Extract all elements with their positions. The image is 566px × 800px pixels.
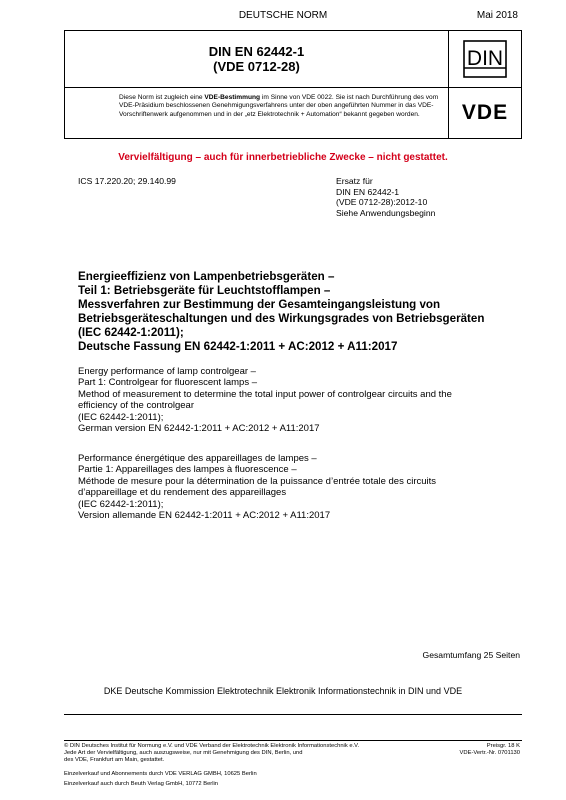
title-french-line: Partie 1: Appareillages des lampes à fluorescence – bbox=[78, 464, 297, 476]
title-english bbox=[78, 366, 528, 434]
title-english-line: efficiency of the controlgear bbox=[78, 400, 195, 412]
din-logo-icon bbox=[463, 38, 507, 80]
title-english-line: Part 1: Controlgear for fluorescent lamps – bbox=[78, 377, 258, 389]
title-french-line: Méthode de mesure pour la détermination de la puissance d’entrée totale des circuits bbox=[78, 475, 437, 487]
divider bbox=[64, 740, 522, 741]
vde-notice-pre: Diese Norm ist zugleich eine bbox=[119, 94, 205, 101]
title-french-line: (IEC 62442-1:2011); bbox=[78, 498, 164, 510]
din-logo bbox=[449, 31, 521, 87]
replaces-line: DIN EN 62442-1 bbox=[336, 186, 400, 197]
vde-notice-bold: VDE-Bestimmung bbox=[204, 94, 261, 101]
copyright-line: © DIN Deutsches Institut für Normung e.V. und VDE Verband der Elektrotechnik Elektronik Informationstechnik e.V. bbox=[64, 743, 360, 749]
sales-line: Einzelverkauf auch durch Beuth Verlag GmbH, 10772 Berlin bbox=[64, 780, 219, 787]
copy-warning: Vervielfältigung – auch für innerbetriebliche Zwecke – nicht gestattet. bbox=[118, 152, 448, 163]
copyright-line: des VDE, Frankfurt am Main, gestattet. bbox=[64, 757, 165, 764]
title-german-line: Teil 1: Betriebsgeräte für Leuchtstofflampen – bbox=[78, 284, 331, 297]
replaces-line: (VDE 0712-28):2012-10 bbox=[336, 197, 428, 207]
title-german-line: (IEC 62442-1:2011); bbox=[78, 326, 184, 339]
title-french-line: Version allemande EN 62442-1:2011 + AC:2012 + A11:2017 bbox=[78, 510, 331, 522]
document-type: DEUTSCHE NORM bbox=[238, 10, 328, 21]
publication-date: Mai 2018 bbox=[476, 10, 518, 21]
title-english-line: Method of measurement to determine the total input power of controlgear circuits and the bbox=[78, 388, 452, 400]
title-frame bbox=[64, 30, 522, 139]
replaces-line: Siehe Anwendungsbeginn bbox=[336, 207, 436, 218]
title-german-line: Messverfahren zur Bestimmung der Gesamteingangsleistung von bbox=[78, 298, 441, 311]
price-block bbox=[460, 743, 520, 757]
vde-logo bbox=[449, 88, 521, 138]
copyright-line: Jede Art der Vervielfältigung, auch auszugsweise, nur mit Genehmigung des DIN, Berlin, und bbox=[64, 750, 303, 757]
title-english-line: German version EN 62442-1:2011 + AC:2012 + A11:2017 bbox=[78, 423, 320, 435]
title-french-line: Performance énergétique des appareillages de lampes – bbox=[78, 453, 317, 464]
replaces-block bbox=[336, 176, 435, 218]
replaces-line: Ersatz für bbox=[336, 176, 373, 186]
title-french-line: d’appareillage et du rendement des appareillages bbox=[78, 487, 287, 499]
ics-code: ICS 17.220.20; 29.140.99 bbox=[78, 176, 176, 186]
title-german-line: Deutsche Fassung EN 62442-1:2011 + AC:2012 + A11:2017 bbox=[78, 340, 398, 353]
title-french bbox=[78, 453, 528, 521]
standard-number bbox=[65, 31, 449, 87]
vde-notice bbox=[65, 88, 449, 138]
sales-line: Einzelverkauf und Abonnements durch VDE VERLAG GMBH, 10625 Berlin bbox=[64, 771, 257, 777]
total-pages: Gesamtumfang 25 Seiten bbox=[422, 650, 520, 660]
sales-info bbox=[64, 770, 464, 789]
title-english-line: Energy performance of lamp controlgear – bbox=[78, 366, 256, 377]
title-german bbox=[78, 270, 528, 354]
vde-notice-post: im Sinne von VDE 0022. Sie ist nach Durchführung des vom VDE-Präsidium beschlossenen Genehmigungsverfahrens unter der oben angeführten Nummer in das VDE-Vorschriftenwerk aufgenommen und in der „etz Elektrotechnik + Automation“ bekannt gegeben worden. bbox=[119, 94, 439, 118]
divider bbox=[64, 714, 522, 715]
vde-logo-text: VDE bbox=[461, 101, 509, 124]
standard-number-line1: DIN EN 62442-1 bbox=[208, 44, 305, 59]
dke-line: DKE Deutsche Kommission Elektrotechnik Elektronik Informationstechnik in DIN und VDE bbox=[103, 686, 463, 696]
title-english-line: (IEC 62442-1:2011); bbox=[78, 411, 164, 423]
price-group: Preisgr. 18 K bbox=[486, 743, 520, 749]
standard-number-line2: (VDE 0712-28) bbox=[213, 59, 300, 74]
vde-order-number: VDE-Vertr.-Nr. 0701130 bbox=[459, 750, 520, 757]
title-german-line: Energieeffizienz von Lampenbetriebsgeräten – bbox=[78, 270, 335, 283]
title-german-line: Betriebsgeräteschaltungen und des Wirkungsgrades von Betriebsgeräten bbox=[78, 312, 485, 325]
copyright-notice bbox=[64, 743, 444, 765]
din-logo-text: DIN bbox=[466, 47, 504, 70]
